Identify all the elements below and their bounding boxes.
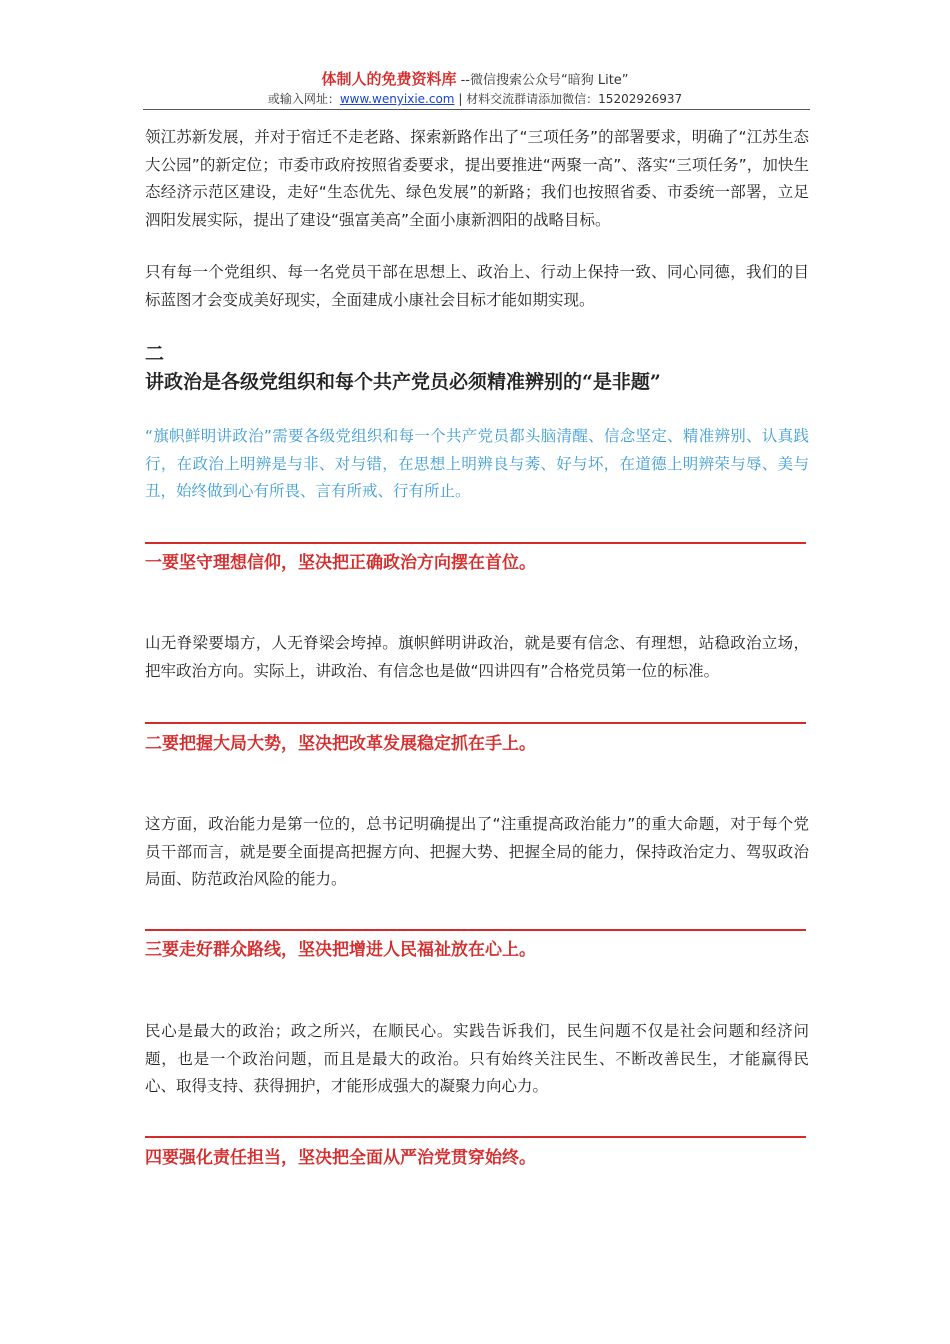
paragraph-2: 只有每一个党组织、每一名党员干部在思想上、政治上、行动上保持一致、同心同德，我们的目标蓝图才会变成美好现实，全面建成小康社会目标才能如期实现。 bbox=[145, 263, 809, 309]
point-divider bbox=[145, 1136, 806, 1138]
point-body: 山无脊梁要塌方，人无脊梁会垮掉。旗帜鲜明讲政治，就是要有信念、有理想，站稳政治立场，把牢政治方向。实际上，讲政治、有信念也是做“四讲四有”合格党员第一位的标准。 bbox=[145, 634, 809, 680]
section-title: 讲政治是各级党组织和每个共产党员必须精准辨别的“是非题” bbox=[145, 371, 661, 393]
point-divider bbox=[145, 722, 806, 724]
header-line-2 bbox=[0, 91, 950, 107]
point-body: 这方面，政治能力是第一位的，总书记明确提出了“注重提高政治能力”的重大命题，对于每个党员干部而言，就是要全面提高把握方向、把握大势、把握全局的能力，保持政治定力、驾驭政治局面、防范政治风险的能力。 bbox=[145, 815, 809, 888]
point-body: 民心是最大的政治；政之所兴，在顺民心。实践告诉我们，民生问题不仅是社会问题和经济问题，也是一个政治问题，而且是最大的政治。只有始终关注民生、不断改善民生，才能赢得民心、取得支持、获得拥护，才能形成强大的凝聚力向心力。 bbox=[145, 1022, 809, 1095]
url-prefix: 或输入网址： bbox=[267, 92, 340, 106]
website-link[interactable]: www.wenyixie.com bbox=[339, 92, 455, 106]
header-line-1 bbox=[0, 70, 950, 90]
point-divider bbox=[145, 542, 806, 544]
point-heading: 四要强化责任担当，坚决把全面从严治党贯穿始终。 bbox=[145, 1148, 536, 1168]
brand-title: 体制人的免费资料库 bbox=[321, 70, 457, 88]
paragraph-1: 领江苏新发展，并对于宿迁不走老路、探索新路作出了“三项任务”的部署要求，明确了“江苏生态大公园”的新定位；市委市政府按照省委要求，提出要推进“两聚一高”、落实“三项任务”，加快生态经济示范区建设，走好“生态优先、绿色发展”的新路；我们也按照省委、市委统一部署，立足泗阳发展实际，提出了建设“强富美高”全面小康新泗阳的战略目标。 bbox=[145, 128, 809, 229]
header-divider bbox=[143, 109, 810, 110]
point-heading: 三要走好群众路线，坚决把增进人民福祉放在心上。 bbox=[145, 940, 536, 960]
contact-info: | 材料交流群请添加微信：15202926937 bbox=[454, 92, 683, 106]
header-tagline: --微信搜索公众号“暗狗 Lite” bbox=[456, 73, 629, 88]
point-heading: 二要把握大局大势，坚决把改革发展稳定抓在手上。 bbox=[145, 734, 536, 754]
point-heading: 一要坚守理想信仰，坚决把正确政治方向摆在首位。 bbox=[145, 553, 536, 573]
section-intro: “旗帜鲜明讲政治”需要各级党组织和每一个共产党员都头脑清醒、信念坚定、精准辨别、认真践行，在政治上明辨是与非、对与错，在思想上明辨良与莠、好与坏，在道德上明辨荣与辱、美与丑，始终做到心有所畏、言有所戒、行有所止。 bbox=[145, 427, 809, 500]
point-divider bbox=[145, 929, 806, 931]
section-number: 二 bbox=[145, 343, 165, 365]
